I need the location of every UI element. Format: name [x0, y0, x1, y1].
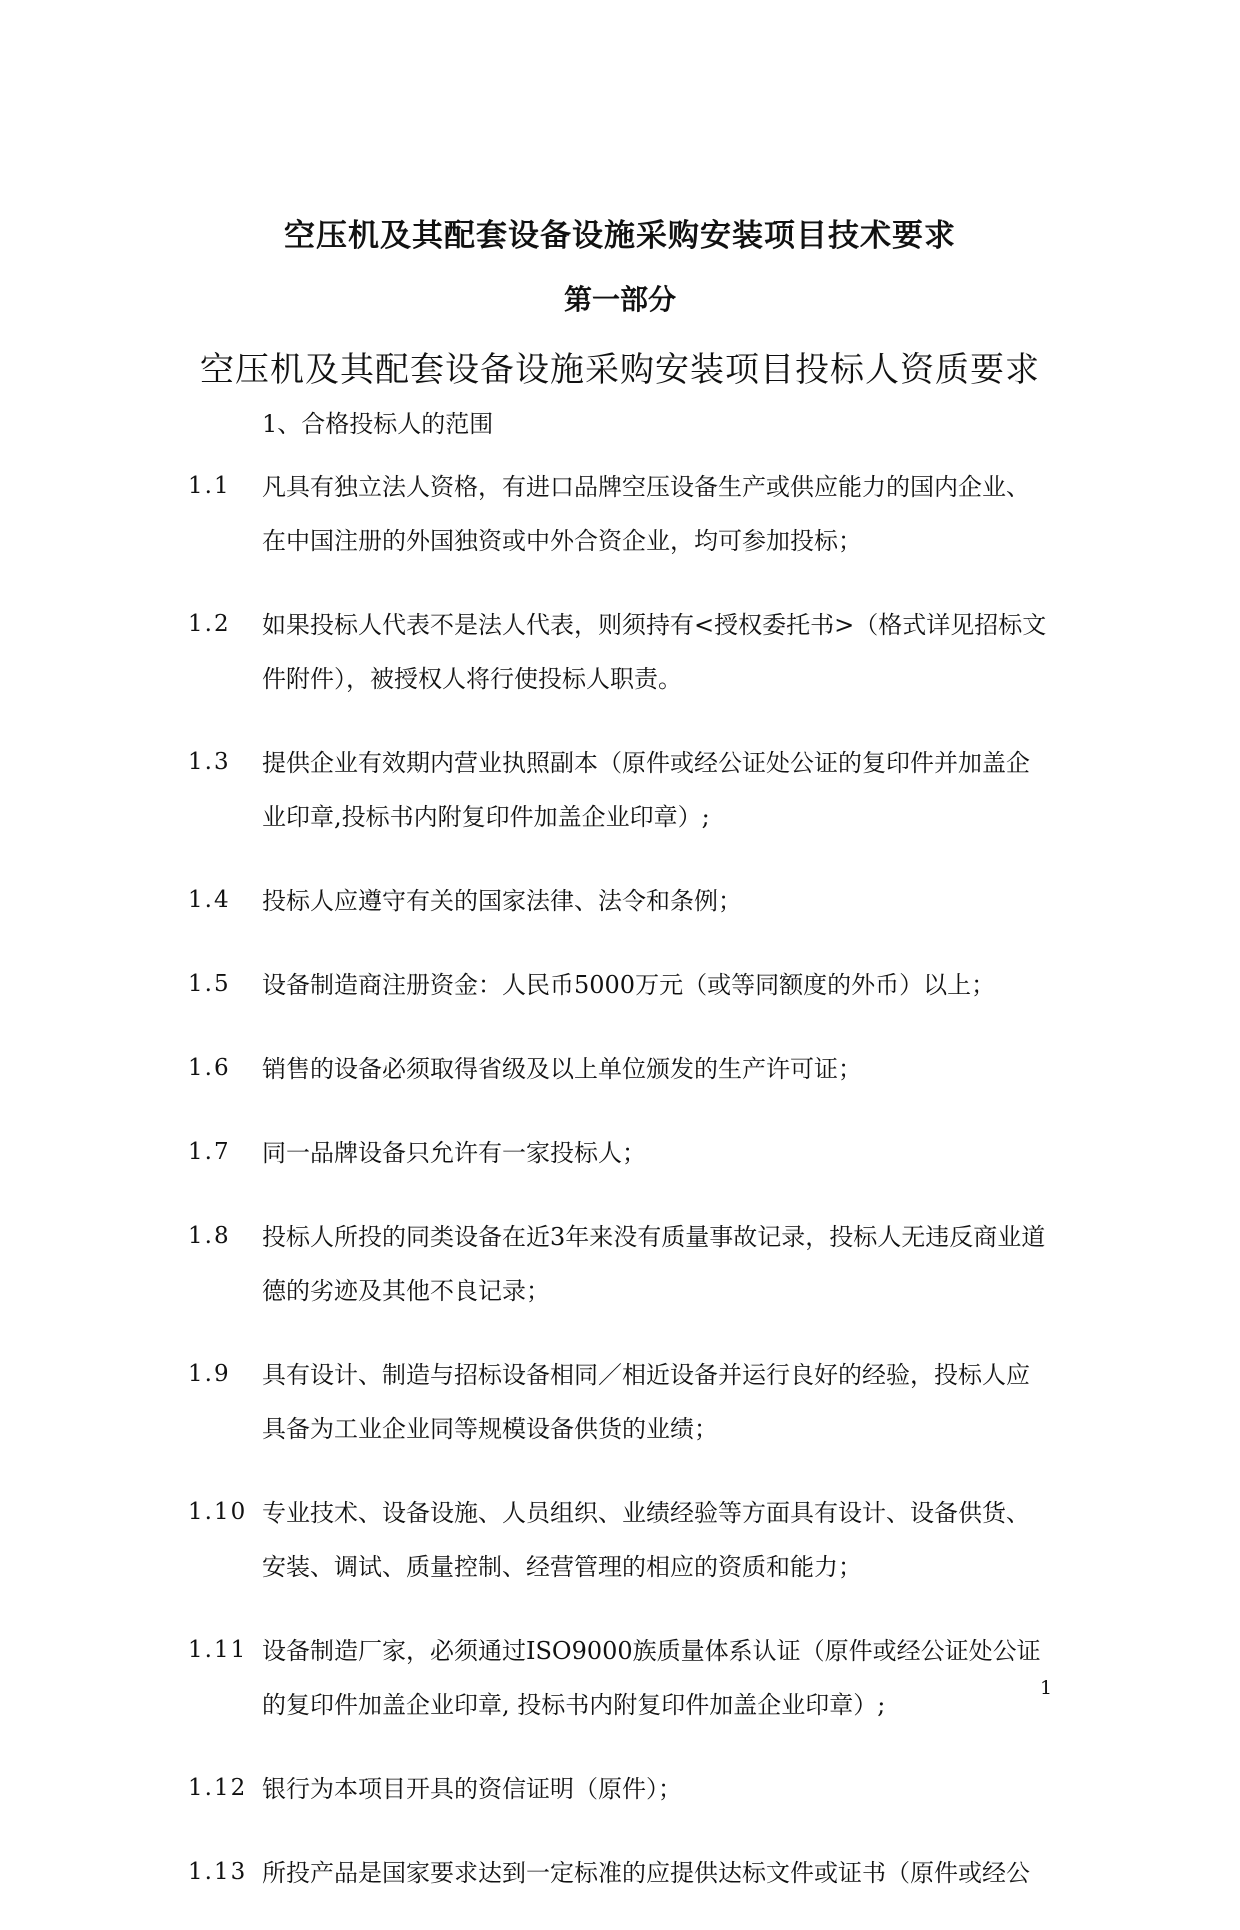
item-number: 1.12: [188, 1775, 248, 1801]
list-item: [0, 958, 1240, 1012]
list-item: [0, 1762, 1240, 1816]
item-number: 1.4: [188, 887, 231, 913]
requirements-list: [0, 460, 1240, 1930]
list-item: [0, 874, 1240, 928]
item-text: 银行为本项目开具的资信证明（原件）；: [262, 1775, 682, 1803]
item-number: 1.11: [188, 1637, 248, 1663]
item-text: 凡具有独立法人资格，有进口品牌空压设备生产或供应能力的国内企业、在中国注册的外国独资或中外合资企业，均可参加投标；: [262, 473, 1030, 555]
part-heading: 第一部分: [563, 283, 676, 316]
list-item: [0, 736, 1240, 844]
item-text: 具有设计、制造与招标设备相同／相近设备并运行良好的经验，投标人应具备为工业企业同等规模设备供货的业绩；: [262, 1361, 1030, 1443]
item-number: 1.8: [188, 1223, 231, 1249]
item-number: 1.5: [188, 971, 231, 997]
item-text: 专业技术、设备设施、人员组织、业绩经验等方面具有设计、设备供货、安装、调试、质量控制、经营管理的相应的资质和能力；: [262, 1499, 1030, 1581]
document-title: 空压机及其配套设备设施采购安装项目技术要求: [284, 218, 956, 254]
section-heading: 1、合格投标人的范围: [262, 410, 494, 438]
list-item: [0, 598, 1240, 706]
item-text: 设备制造商注册资金：人民币5000万元（或等同额度的外币）以上；: [262, 971, 996, 999]
item-number: 1.13: [188, 1859, 248, 1885]
item-number: 1.2: [188, 611, 231, 637]
list-item: [0, 460, 1240, 568]
item-text: 投标人应遵守有关的国家法律、法令和条例；: [262, 887, 742, 915]
list-item: [0, 1486, 1240, 1594]
item-text: 设备制造厂家，必须通过ISO9000族质量体系认证（原件或经公证处公证的复印件加盖企业印章, 投标书内附复印件加盖企业印章）;: [262, 1637, 1041, 1719]
item-number: 1.7: [188, 1139, 231, 1165]
list-item: [0, 1348, 1240, 1456]
item-number: 1.1: [188, 473, 231, 499]
list-item: [0, 1624, 1240, 1732]
list-item: [0, 1210, 1240, 1318]
item-number: 1.3: [188, 749, 231, 775]
item-text: 同一品牌设备只允许有一家投标人；: [262, 1139, 646, 1167]
list-item: [0, 1042, 1240, 1096]
list-item: [0, 1846, 1240, 1900]
item-text: 投标人所投的同类设备在近3年来没有质量事故记录，投标人无违反商业道德的劣迹及其他不良记录；: [262, 1223, 1046, 1305]
item-number: 1.9: [188, 1361, 231, 1387]
item-text: 所投产品是国家要求达到一定标准的应提供达标文件或证书（原件或经公: [262, 1859, 1030, 1887]
item-text: 提供企业有效期内营业执照副本（原件或经公证处公证的复印件并加盖企业印章,投标书内附复印件加盖企业印章）;: [262, 749, 1030, 831]
item-number: 1.10: [188, 1499, 248, 1525]
item-text: 销售的设备必须取得省级及以上单位颁发的生产许可证；: [262, 1055, 862, 1083]
item-number: 1.6: [188, 1055, 231, 1081]
item-text: 如果投标人代表不是法人代表，则须持有<授权委托书>（格式详见招标文件附件），被授权人将行使投标人职责。: [262, 611, 1047, 693]
list-item: [0, 1126, 1240, 1180]
page-number: 1: [1040, 1677, 1053, 1699]
document-subtitle: 空压机及其配套设备设施采购安装项目投标人资质要求: [200, 350, 1040, 390]
